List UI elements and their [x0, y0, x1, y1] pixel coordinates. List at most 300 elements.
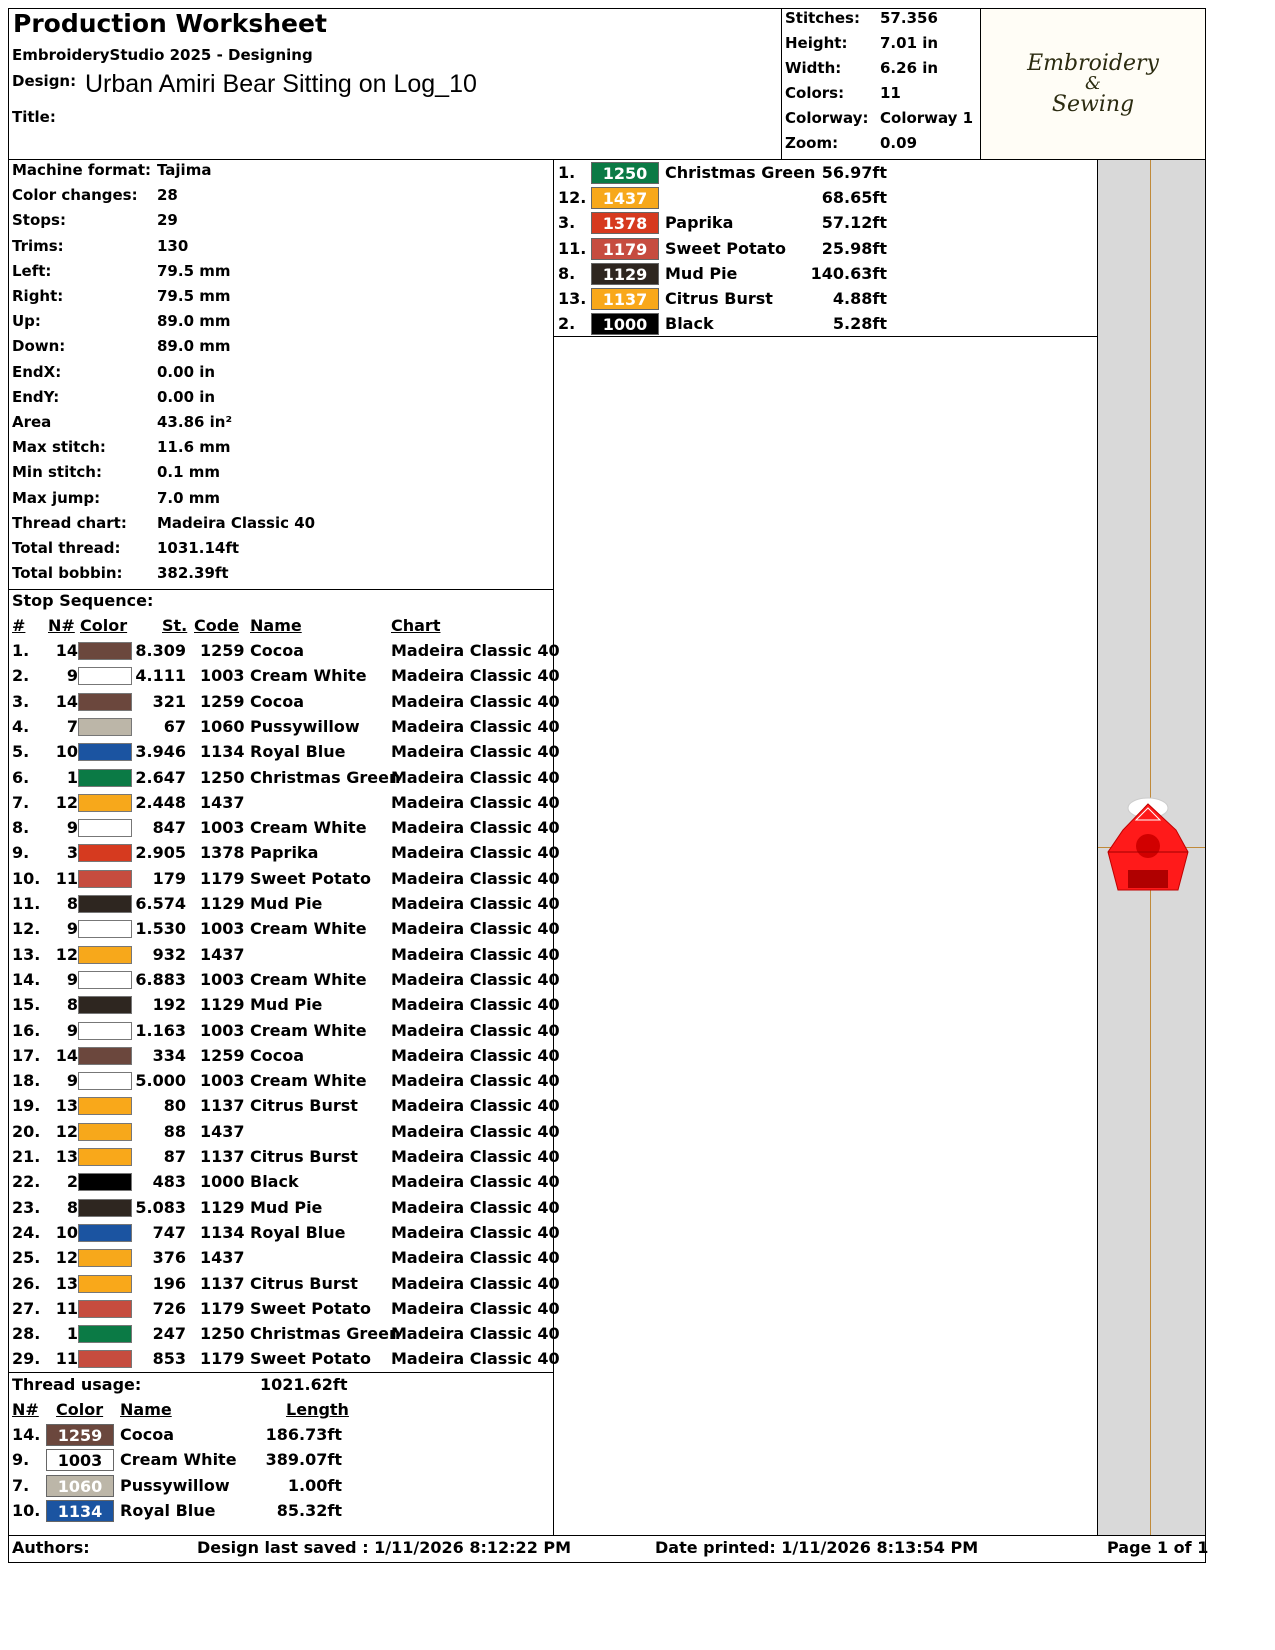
stop-code: 1003: [200, 1071, 245, 1091]
stop-code: 1437: [200, 792, 245, 812]
stop-color-swatch: [78, 971, 132, 989]
table-row: [8, 739, 560, 765]
color-name: Sweet Potato: [665, 238, 787, 258]
summary-value: 57.356: [880, 9, 938, 27]
stop-number: 16.: [12, 1020, 41, 1040]
stop-stitches: 80: [163, 1096, 186, 1116]
stop-code: 1437: [200, 1121, 245, 1141]
stop-name: Cream White: [250, 969, 367, 989]
usage-name: Pussywillow: [120, 1475, 230, 1495]
table-row: [8, 866, 560, 892]
stop-color-swatch: [78, 870, 132, 888]
stop-number: 7.: [12, 792, 30, 812]
stop-needle: 10: [55, 742, 78, 762]
color-length: 56.97ft: [821, 163, 887, 182]
stop-name: Sweet Potato: [250, 868, 372, 888]
stop-number: 20.: [12, 1121, 41, 1141]
stop-color-swatch: [78, 1199, 132, 1217]
stop-number: 6.: [12, 767, 30, 787]
stop-name: Cream White: [250, 666, 367, 686]
color-summary-row: [554, 311, 894, 337]
footer-authors: Authors:: [12, 1538, 90, 1557]
color-code-chip: 1437: [591, 187, 659, 209]
stop-name: Sweet Potato: [250, 1349, 372, 1369]
usage-length: 85.32ft: [276, 1500, 342, 1520]
stop-stitches: 2.905: [135, 843, 186, 863]
footer-date-printed: Date printed: 1/11/2026 8:13:54 PM: [655, 1538, 979, 1557]
stop-name: Royal Blue: [250, 742, 346, 762]
col-header-num: #: [12, 616, 26, 635]
stop-code: 1437: [200, 944, 245, 964]
stop-number: 17.: [12, 1045, 41, 1065]
table-row: [8, 1245, 560, 1271]
stop-needle: 9: [66, 1020, 78, 1040]
stop-stitches: 483: [152, 1172, 186, 1192]
stop-code: 1179: [200, 868, 245, 888]
stop-chart: Madeira Classic 40: [391, 1197, 560, 1217]
stop-stitches: 726: [152, 1298, 186, 1318]
stop-code: 1129: [200, 995, 245, 1015]
stop-chart: Madeira Classic 40: [391, 666, 560, 686]
stop-name: Citrus Burst: [250, 1096, 358, 1116]
page-title: Production Worksheet: [13, 9, 327, 38]
stop-stitches: 88: [163, 1121, 186, 1141]
table-row: [8, 992, 560, 1018]
col-header-code: Code: [194, 616, 240, 635]
color-needle-number: 2.: [558, 314, 576, 334]
stop-color-swatch: [78, 693, 132, 711]
stop-number: 19.: [12, 1096, 41, 1116]
stop-stitches: 87: [163, 1147, 186, 1166]
stop-needle: 13: [55, 1147, 78, 1166]
stop-needle: 2: [66, 1172, 78, 1192]
usage-name: Royal Blue: [120, 1500, 216, 1520]
stop-code: 1134: [200, 742, 245, 762]
stop-code: 1250: [200, 767, 245, 787]
stop-stitches: 376: [152, 1248, 186, 1268]
usage-code-chip: 1003: [46, 1449, 114, 1471]
summary-label: Stitches:: [785, 9, 860, 27]
stop-name: Cream White: [250, 1020, 367, 1040]
summary-value: 11: [880, 84, 901, 102]
stop-color-swatch: [78, 1173, 132, 1191]
usage-name: Cocoa: [120, 1425, 175, 1444]
table-row: [8, 689, 560, 715]
machine-info-value: 11.6 mm: [157, 438, 231, 457]
table-row: [8, 1018, 560, 1044]
stop-color-swatch: [78, 1300, 132, 1318]
stop-color-swatch: [78, 1224, 132, 1242]
stop-name: Cream White: [250, 1071, 367, 1091]
footer-page-number: Page 1 of 1: [1107, 1538, 1209, 1557]
stop-code: 1003: [200, 1020, 245, 1040]
stop-chart: Madeira Classic 40: [391, 843, 560, 863]
stop-stitches: 847: [152, 818, 186, 838]
stop-chart: Madeira Classic 40: [391, 641, 560, 660]
usage-needle: 9.: [12, 1450, 30, 1470]
stop-name: Citrus Burst: [250, 1273, 358, 1293]
stop-chart: Madeira Classic 40: [391, 969, 560, 989]
stop-chart: Madeira Classic 40: [391, 742, 560, 762]
stop-code: 1000: [200, 1172, 245, 1192]
stop-color-swatch: [78, 946, 132, 964]
stop-sequence-title: Stop Sequence:: [12, 591, 154, 610]
stop-needle: 12: [55, 1121, 78, 1141]
logo-line-1: Embroidery: [1027, 51, 1159, 76]
usage-header-name: Name: [120, 1400, 172, 1419]
stop-needle: 10: [55, 1222, 78, 1242]
machine-info-label: Total bobbin:: [12, 564, 123, 583]
stop-needle: 12: [55, 792, 78, 812]
table-row: [8, 790, 560, 816]
table-row: [8, 1271, 560, 1297]
stop-needle: 11: [55, 1349, 78, 1369]
stop-stitches: 2.448: [135, 792, 186, 812]
machine-info-value: Tajima: [157, 161, 212, 179]
color-length: 68.65ft: [821, 188, 887, 208]
stop-number: 15.: [12, 995, 41, 1015]
stop-chart: Madeira Classic 40: [391, 894, 560, 913]
stop-stitches: 179: [152, 868, 186, 888]
stop-needle: 12: [55, 1248, 78, 1268]
table-row: [8, 663, 560, 689]
color-summary-row: [554, 286, 894, 312]
color-summary-row: [554, 236, 894, 262]
stop-name: Christmas Green: [250, 767, 401, 787]
machine-info-label: EndX:: [12, 362, 62, 381]
stop-number: 1.: [12, 641, 30, 660]
stop-needle: 8: [66, 1197, 78, 1217]
color-code-chip: 1250: [591, 162, 659, 184]
stop-chart: Madeira Classic 40: [391, 1222, 560, 1242]
machine-info-label: Max jump:: [12, 488, 101, 507]
machine-info-label: Left:: [12, 261, 52, 280]
color-name: Mud Pie: [665, 263, 738, 283]
stop-number: 2.: [12, 666, 30, 686]
stop-color-swatch: [78, 1325, 132, 1343]
stop-number: 14.: [12, 969, 41, 989]
usage-code-chip: 1060: [46, 1475, 114, 1497]
usage-code-chip: 1134: [46, 1500, 114, 1522]
col-header-stitches: St.: [162, 616, 188, 635]
stop-chart: Madeira Classic 40: [391, 1172, 560, 1192]
stop-chart: Madeira Classic 40: [391, 691, 560, 711]
color-length: 4.88ft: [832, 289, 887, 308]
stop-stitches: 1.163: [135, 1020, 186, 1040]
color-code-chip: 1179: [591, 238, 659, 260]
stop-color-swatch: [78, 794, 132, 812]
summary-value: Colorway 1: [880, 109, 974, 127]
stop-name: Cocoa: [250, 1045, 305, 1065]
stop-color-swatch: [78, 895, 132, 913]
stop-chart: Madeira Classic 40: [391, 792, 560, 812]
usage-code-chip: 1259: [46, 1424, 114, 1446]
table-row: [8, 967, 560, 993]
stop-chart: Madeira Classic 40: [391, 1273, 560, 1293]
stop-number: 27.: [12, 1298, 41, 1318]
stop-stitches: 247: [152, 1324, 186, 1344]
stop-chart: Madeira Classic 40: [391, 868, 560, 888]
color-summary-row: [554, 185, 894, 211]
stop-number: 10.: [12, 868, 41, 888]
stop-name: Citrus Burst: [250, 1147, 358, 1166]
stop-color-swatch: [78, 1123, 132, 1141]
stop-name: Pussywillow: [250, 716, 360, 736]
stop-number: 23.: [12, 1197, 41, 1217]
stop-color-swatch: [78, 1249, 132, 1267]
table-row: [8, 916, 560, 942]
stop-needle: 1: [66, 767, 78, 787]
summary-value: 7.01 in: [880, 34, 939, 52]
color-needle-number: 1.: [558, 163, 576, 182]
summary-value: 6.26 in: [880, 59, 939, 77]
stop-code: 1437: [200, 1248, 245, 1268]
machine-info-label: Right:: [12, 287, 64, 305]
stop-name: Cocoa: [250, 691, 305, 711]
stop-color-swatch: [78, 642, 132, 660]
color-needle-number: 8.: [558, 263, 576, 283]
stop-stitches: 196: [152, 1273, 186, 1293]
stop-needle: 14: [55, 691, 78, 711]
machine-info-value: 43.86 in²: [157, 413, 233, 431]
machine-info-label: Down:: [12, 337, 66, 356]
stop-needle: 13: [55, 1273, 78, 1293]
stop-name: Cream White: [250, 818, 367, 838]
machine-info-value: 89.0 mm: [157, 337, 231, 356]
stop-number: 22.: [12, 1172, 41, 1192]
footer-last-saved: Design last saved : 1/11/2026 8:12:22 PM: [197, 1538, 572, 1557]
stop-needle: 7: [66, 716, 78, 736]
stop-code: 1259: [200, 691, 245, 711]
stop-code: 1129: [200, 894, 245, 913]
stop-name: Royal Blue: [250, 1222, 346, 1242]
table-row: [8, 1169, 560, 1195]
machine-info-label: Max stitch:: [12, 438, 106, 457]
color-needle-number: 3.: [558, 213, 576, 233]
color-code-chip: 1137: [591, 288, 659, 310]
stop-needle: 9: [66, 969, 78, 989]
stop-color-swatch: [78, 1022, 132, 1040]
color-name: Christmas Green: [665, 163, 816, 182]
stop-chart: Madeira Classic 40: [391, 818, 560, 838]
stop-needle: 14: [55, 641, 78, 660]
stop-stitches: 321: [152, 691, 186, 711]
machine-info-value: 89.0 mm: [157, 312, 231, 331]
usage-needle: 10.: [12, 1500, 41, 1520]
stop-code: 1003: [200, 919, 245, 939]
thread-usage-row: [8, 1422, 353, 1448]
stop-needle: 9: [66, 818, 78, 838]
stop-needle: 9: [66, 666, 78, 686]
machine-info-value: 7.0 mm: [157, 488, 221, 507]
design-preview: [1098, 160, 1205, 1535]
summary-label: Height:: [785, 34, 848, 52]
stop-name: Black: [250, 1172, 299, 1192]
usage-header-needle: N#: [12, 1400, 39, 1419]
stop-needle: 9: [66, 919, 78, 939]
table-row: [8, 840, 560, 866]
stop-stitches: 192: [152, 995, 186, 1015]
stop-number: 25.: [12, 1248, 41, 1268]
table-row: [8, 1296, 560, 1322]
stop-stitches: 2.647: [135, 767, 186, 787]
machine-info-label: Color changes:: [12, 186, 138, 205]
summary-label: Colors:: [785, 84, 845, 102]
design-name: Urban Amiri Bear Sitting on Log_10: [85, 70, 477, 98]
logo-line-3: Sewing: [1051, 92, 1135, 117]
usage-needle: 14.: [12, 1425, 41, 1444]
thread-usage-row: [8, 1473, 353, 1499]
color-needle-number: 12.: [558, 188, 587, 208]
stop-needle: 8: [66, 894, 78, 913]
machine-info-value: 79.5 mm: [157, 261, 231, 280]
stop-code: 1003: [200, 969, 245, 989]
machine-info-value: 382.39ft: [157, 564, 229, 583]
stop-chart: Madeira Classic 40: [391, 1349, 560, 1369]
stop-stitches: 334: [152, 1045, 186, 1065]
stop-number: 4.: [12, 716, 30, 736]
design-label: Design:: [12, 72, 77, 90]
stop-needle: 14: [55, 1045, 78, 1065]
stop-number: 26.: [12, 1273, 41, 1293]
col-header-chart: Chart: [391, 616, 441, 635]
stop-stitches: 932: [152, 944, 186, 964]
color-name: Citrus Burst: [665, 289, 773, 308]
stop-needle: 9: [66, 1071, 78, 1091]
stop-chart: Madeira Classic 40: [391, 1020, 560, 1040]
stop-number: 3.: [12, 691, 30, 711]
color-needle-number: 13.: [558, 289, 587, 308]
color-summary-row: [554, 160, 894, 186]
stop-chart: Madeira Classic 40: [391, 1121, 560, 1141]
usage-header-length: Length: [286, 1400, 349, 1419]
usage-length: 1.00ft: [287, 1475, 342, 1495]
thread-usage-title: Thread usage:: [12, 1375, 142, 1394]
stop-number: 8.: [12, 818, 30, 838]
stop-color-swatch: [78, 996, 132, 1014]
stop-color-swatch: [78, 844, 132, 862]
stop-color-swatch: [78, 1148, 132, 1166]
stop-code: 1259: [200, 641, 245, 660]
color-summary-row: [554, 261, 894, 287]
table-row: [8, 1119, 560, 1145]
stop-name: Mud Pie: [250, 894, 323, 913]
color-name: Paprika: [665, 213, 734, 233]
machine-info-label: Stops:: [12, 211, 66, 230]
stop-color-swatch: [78, 1275, 132, 1293]
thread-usage-row: [8, 1447, 353, 1473]
table-row: [8, 1321, 560, 1347]
table-row: [8, 1346, 560, 1372]
col-header-name: Name: [250, 616, 302, 635]
stop-name: Cream White: [250, 919, 367, 939]
color-length: 25.98ft: [821, 238, 887, 258]
stop-code: 1378: [200, 843, 245, 863]
stop-color-swatch: [78, 718, 132, 736]
machine-info-label: Machine format:: [12, 161, 151, 179]
stop-chart: Madeira Classic 40: [391, 944, 560, 964]
machine-info-label: Total thread:: [12, 539, 121, 557]
stop-chart: Madeira Classic 40: [391, 1045, 560, 1065]
stop-color-swatch: [78, 1072, 132, 1090]
stop-stitches: 5.000: [135, 1071, 186, 1091]
stop-needle: 3: [66, 843, 78, 863]
stop-code: 1179: [200, 1349, 245, 1369]
color-summary-row: [554, 210, 894, 236]
machine-info-label: Up:: [12, 312, 41, 331]
color-code-chip: 1129: [591, 263, 659, 285]
stop-name: Cocoa: [250, 641, 305, 660]
stop-chart: Madeira Classic 40: [391, 1298, 560, 1318]
stop-code: 1137: [200, 1096, 245, 1116]
stop-code: 1129: [200, 1197, 245, 1217]
table-row: [8, 1068, 560, 1094]
usage-length: 186.73ft: [265, 1425, 342, 1444]
stop-number: 11.: [12, 894, 41, 913]
stop-code: 1137: [200, 1273, 245, 1293]
summary-label: Zoom:: [785, 134, 839, 152]
stop-number: 28.: [12, 1324, 41, 1344]
stop-color-swatch: [78, 667, 132, 685]
usage-name: Cream White: [120, 1450, 237, 1470]
color-code-chip: 1378: [591, 212, 659, 234]
stop-chart: Madeira Classic 40: [391, 716, 560, 736]
usage-length: 389.07ft: [265, 1450, 342, 1470]
stop-code: 1259: [200, 1045, 245, 1065]
stop-color-swatch: [78, 1350, 132, 1368]
stop-number: 13.: [12, 944, 41, 964]
stop-code: 1060: [200, 716, 245, 736]
machine-info-value: 1031.14ft: [157, 539, 240, 557]
machine-info-label: Area: [12, 413, 52, 431]
stop-stitches: 8.309: [135, 641, 186, 660]
logo: [981, 9, 1205, 159]
stop-chart: Madeira Classic 40: [391, 1071, 560, 1091]
table-row: [8, 1093, 560, 1119]
logo-line-2: &: [1084, 73, 1102, 94]
stop-stitches: 6.574: [135, 894, 186, 913]
color-length: 57.12ft: [821, 213, 887, 233]
stop-code: 1003: [200, 818, 245, 838]
machine-info-value: 0.00 in: [157, 387, 216, 406]
summary-label: Colorway:: [785, 109, 869, 127]
color-needle-number: 11.: [558, 238, 587, 258]
machine-info-label: EndY:: [12, 387, 60, 406]
machine-info-value: 0.1 mm: [157, 463, 221, 482]
stop-chart: Madeira Classic 40: [391, 1324, 560, 1344]
stop-stitches: 1.530: [135, 919, 186, 939]
stop-code: 1250: [200, 1324, 245, 1344]
stop-number: 9.: [12, 843, 30, 863]
table-row: [8, 1144, 560, 1170]
machine-info-label: Trims:: [12, 236, 64, 255]
stop-stitches: 4.111: [135, 666, 186, 686]
table-row: [8, 942, 560, 968]
table-row: [8, 1043, 560, 1069]
stop-chart: Madeira Classic 40: [391, 919, 560, 939]
stop-code: 1137: [200, 1147, 245, 1166]
col-header-needle: N#: [48, 616, 75, 635]
stop-name: Christmas Green: [250, 1324, 401, 1344]
machine-info-value: 79.5 mm: [157, 287, 231, 305]
machine-info-value: Madeira Classic 40: [157, 513, 316, 532]
stop-color-swatch: [78, 920, 132, 938]
stop-stitches: 5.083: [135, 1197, 186, 1217]
bear-design-thumbnail: [1098, 790, 1205, 920]
stop-needle: 8: [66, 995, 78, 1015]
stop-stitches: 853: [152, 1349, 186, 1369]
color-code-chip: 1000: [591, 313, 659, 335]
